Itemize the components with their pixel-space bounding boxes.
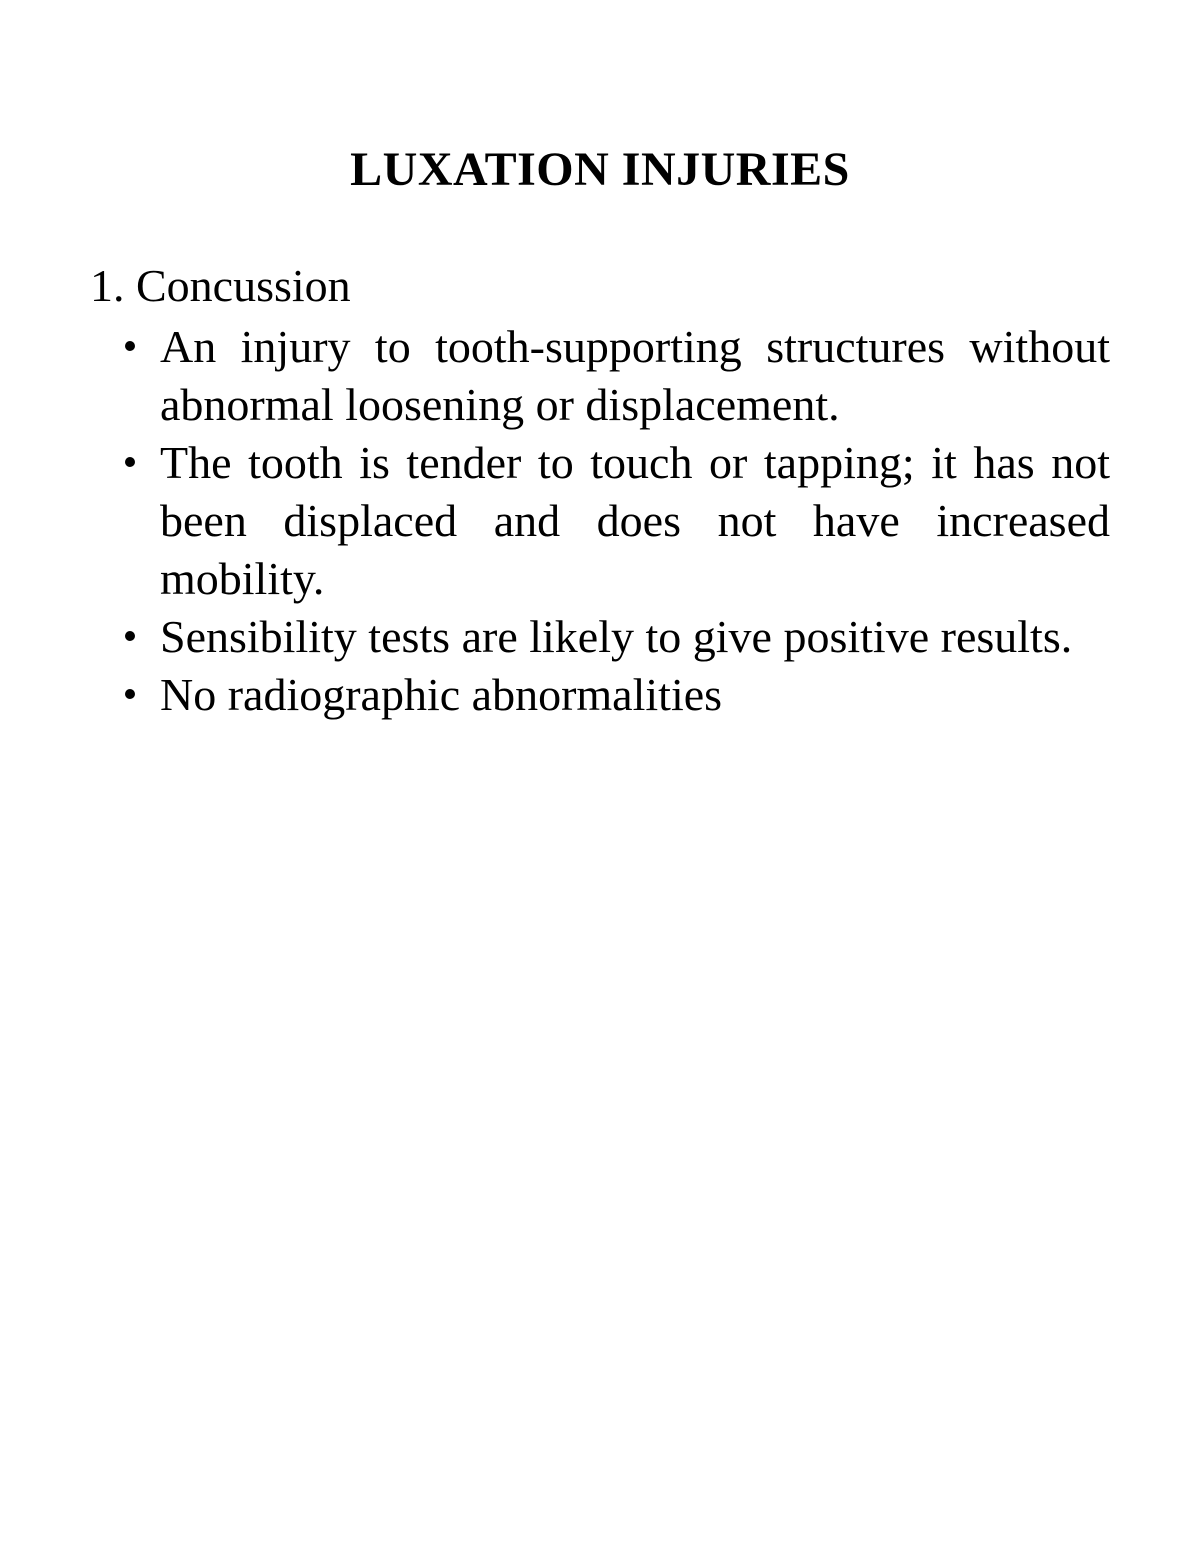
list-item	[160, 434, 1110, 608]
bullet-icon	[125, 457, 135, 467]
bullet-text: No radiographic abnormalities	[160, 669, 723, 720]
list-item	[160, 608, 1110, 666]
bullet-text: An injury to tooth-supporting structures without abnormal loosening or displacement.	[160, 321, 1110, 430]
page-title: LUXATION INJURIES	[350, 143, 850, 196]
list-item	[160, 318, 1110, 434]
bullet-icon	[125, 341, 135, 351]
bullet-text: Sensibility tests are likely to give positive results.	[160, 611, 1073, 662]
bullet-text: The tooth is tender to touch or tapping; it has not been displaced and does not have increased mobility.	[160, 437, 1110, 604]
list-item	[160, 666, 1110, 724]
bullet-list	[0, 318, 1200, 724]
bullet-icon	[125, 689, 135, 699]
section-heading-concussion: 1. Concussion	[90, 260, 351, 311]
bullet-icon	[125, 631, 135, 641]
